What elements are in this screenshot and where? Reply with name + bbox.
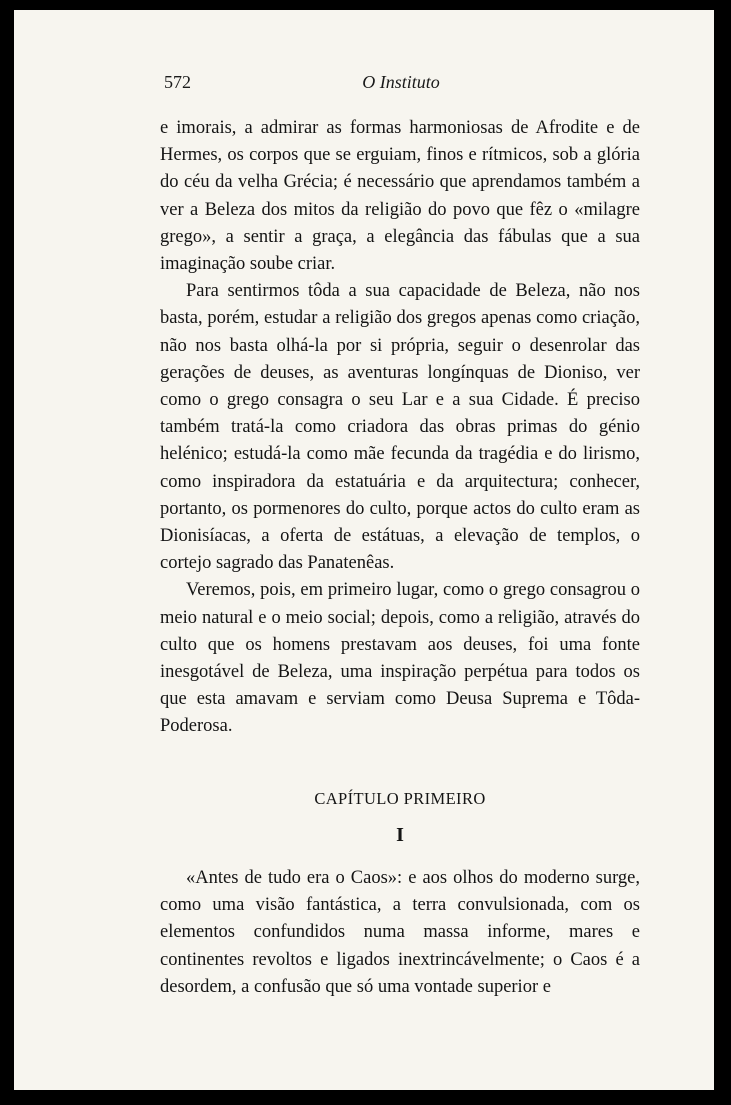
paragraph-1: e imorais, a admirar as formas harmoniosas de Afrodite e de Hermes, os corpos que se erguiam, finos e rítmicos, sob a glória do céu da velha Grécia; é necessário que aprendamos também a ver a Beleza dos mitos da religião do povo que fêz o «milagre grego», a sentir a graça, a elegância das fábulas que a sua imaginação soube criar. <box>160 118 640 275</box>
paragraph-3: Veremos, pois, em primeiro lugar, como o grego consagrou o meio natural e o meio social; depois, como a religião, através do culto que os homens prestavam aos deuses, foi uma fonte inesgotável de Beleza, uma inspiração perpétua para todos os que esta amavam e serviam como Deusa Suprema e Tôda-Poderosa. <box>160 580 640 737</box>
book-page <box>14 10 714 1090</box>
page-number: 572 <box>164 72 191 92</box>
running-title: O Instituto <box>362 72 440 92</box>
page-header <box>164 72 638 98</box>
chapter-paragraph: «Antes de tudo era o Caos»: e aos olhos do moderno surge, como uma visão fantástica, a terra convulsionada, com os elementos confundidos numa massa informe, mares e continentes revoltos e ligados inextrincávelmente; o Caos é a desordem, a confusão que só uma vontade superior e <box>160 868 640 997</box>
section-numeral: I <box>396 823 404 846</box>
paragraph-2: Para sentirmos tôda a sua capacidade de Beleza, não nos basta, porém, estudar a religião dos gregos apenas como criação, não nos basta olhá-la por si própria, seguir o desenrolar das gerações de deuses, as aventuras longínquas de Dioniso, ver como o grego consagra o seu Lar e a sua Cidade. É preciso também tratá-la como criadora das obras primas do génio helénico; estudá-la como mãe fecunda da tragédia e do lirismo, como inspiradora da estatuária e da arquitectura; conhecer, portanto, os pormenores do culto, porque actos do culto eram as Dionisíacas, a oferta de estátuas, a elevação de templos, o cortejo sagrado das Panatenêas. <box>160 281 640 574</box>
page-body <box>160 115 640 1001</box>
chapter-title: CAPÍTULO PRIMEIRO <box>314 788 486 808</box>
